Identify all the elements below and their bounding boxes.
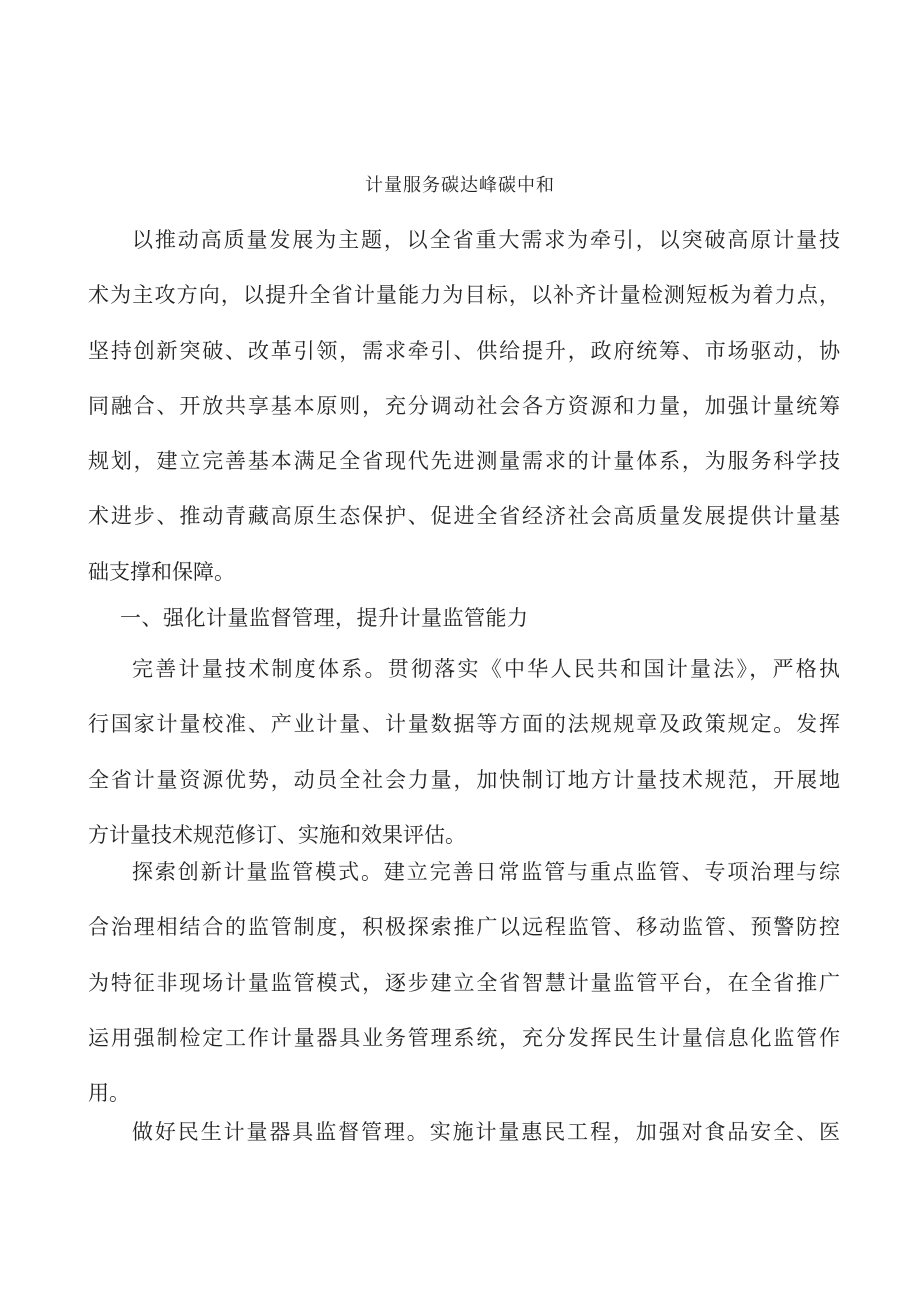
paragraph-line: 完善计量技术制度体系。贯彻落实《中华人民共和国计量法》，严格执: [132, 657, 840, 681]
paragraph-line: 合治理相结合的监管制度，积极探索推广以远程监管、移动监管、预警防控: [88, 915, 840, 940]
document-title: 计量服务碳达峰碳中和: [365, 175, 555, 196]
paragraph-intro: [88, 213, 840, 600]
paragraph-line: 同融合、开放共享基本原则，充分调动社会各方资源和力量，加强计量统筹: [88, 393, 840, 418]
paragraph-line: 规划，建立完善基本满足全省现代先进测量需求的计量体系，为服务科学技: [88, 449, 840, 474]
paragraph-line: 全省计量资源优势，动员全社会力量，加快制订地方计量技术规范，开展地: [88, 767, 840, 792]
paragraph-line: 方计量技术规范修订、实施和效果评估。: [88, 822, 466, 847]
paragraph-livelihood: [88, 1105, 840, 1160]
paragraph-line: 术为主攻方向，以提升全省计量能力为目标，以补齐计量检测短板为着力点，: [88, 283, 840, 308]
paragraph-line: 用。: [88, 1081, 130, 1106]
paragraph-line: 础支撑和保障。: [88, 559, 235, 584]
section-heading: 一、强化计量监督管理，提升计量监管能力: [120, 606, 529, 630]
paragraph-line: 术进步、推动青藏高原生态保护、促进全省经济社会高质量发展提供计量基: [88, 504, 840, 529]
paragraph-system: [88, 642, 840, 863]
paragraph-line: 以推动高质量发展为主题，以全省重大需求为牵引，以突破高原计量技: [132, 228, 840, 252]
paragraph-line: 坚持创新突破、改革引领，需求牵引、供给提升，政府统筹、市场驱动，协: [88, 338, 840, 363]
paragraph-line: 探索创新计量监管模式。建立完善日常监管与重点监管、专项治理与综: [132, 860, 840, 884]
paragraph-line: 做好民生计量器具监督管理。实施计量惠民工程，加强对食品安全、医: [132, 1120, 840, 1144]
paragraph-line: 行国家计量校准、产业计量、计量数据等方面的法规规章及政策规定。发挥: [88, 712, 840, 737]
paragraph-line: 为特征非现场计量监管模式，逐步建立全省智慧计量监管平台，在全省推广: [88, 970, 840, 995]
paragraph-supervision: [88, 845, 840, 1121]
paragraph-line: 运用强制检定工作计量器具业务管理系统，充分发挥民生计量信息化监管作: [88, 1025, 840, 1050]
